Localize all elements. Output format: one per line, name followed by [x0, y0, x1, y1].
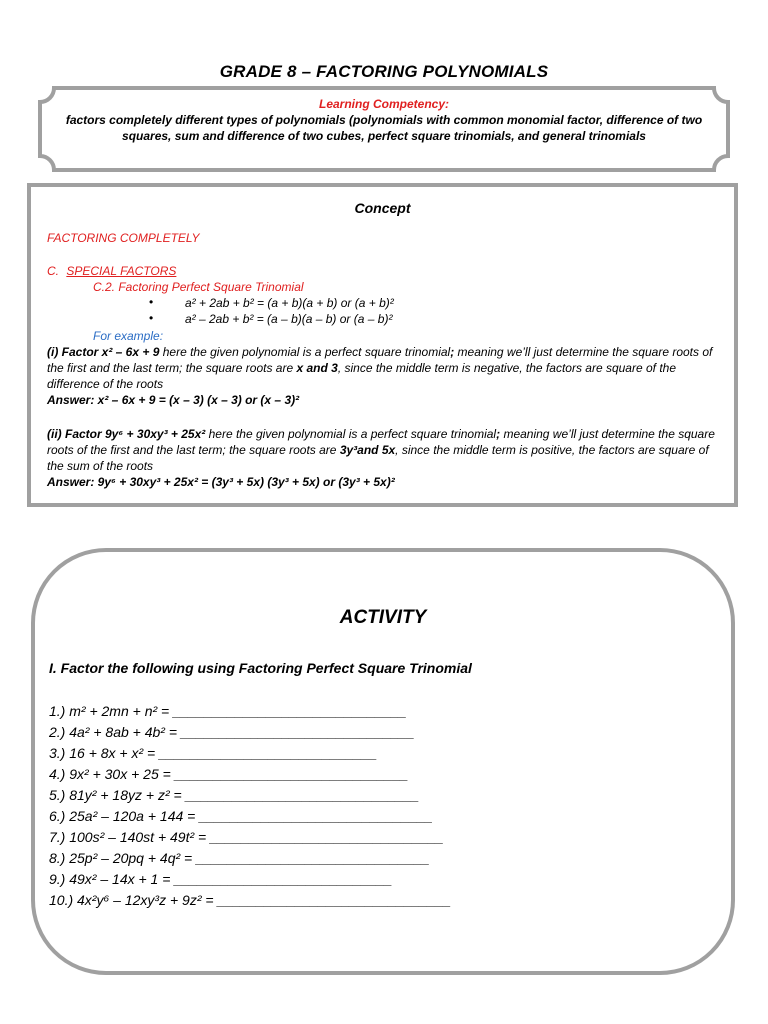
example-1-part1: here the given polynomial is a perfect square trinomial [159, 345, 451, 359]
activity-item-6[interactable]: 6.) 25a² – 120a + 144 = ______________________________ [49, 808, 433, 824]
activity-item-7[interactable]: 7.) 100s² – 140st + 49t² = ______________________________ [49, 829, 444, 845]
concept-heading: FACTORING COMPLETELY [47, 231, 200, 245]
concept-title: Concept [354, 200, 411, 216]
bullet-icon: • [149, 295, 154, 309]
example-2-lead: (ii) Factor 9y⁶ + 30xy³ + 25x² [47, 427, 206, 441]
activity-item-5[interactable]: 5.) 81y² + 18yz + z² = ______________________________ [49, 787, 420, 803]
section-prefix: C. [47, 264, 59, 278]
example-1-semicolon: ; [450, 345, 455, 359]
example-1-roots: x and 3 [296, 361, 338, 375]
section-title [47, 263, 176, 279]
activity-item-3[interactable]: 3.) 16 + 8x + x² = ____________________________ [49, 745, 378, 761]
competency-text: factors completely different types of polynomials (polynomials with common monomial factor, difference of two squares, sum and difference of two cubes, perfect square trinomials, and general trinomials [65, 113, 703, 143]
competency-label: Learning Competency: [318, 97, 450, 111]
example-2-semicolon: ; [496, 427, 501, 441]
example-2-part1: here the given polynomial is a perfect square trinomial [205, 427, 497, 441]
example-label: For example: [93, 329, 164, 343]
learning-competency [52, 96, 716, 144]
activity-title: ACTIVITY [339, 607, 427, 628]
activity-item-10[interactable]: 10.) 4x²y⁶ – 12xy³z + 9z² = ______________________________ [49, 892, 452, 908]
activity-item-4[interactable]: 4.) 9x² + 30x + 25 = ______________________________ [49, 766, 409, 782]
example-1-part3: , since the middle term is negative, the factors are square of the difference of the roots [47, 361, 677, 391]
bullet-icon: • [149, 311, 154, 325]
activity-box [31, 548, 735, 975]
example-1-text [47, 344, 723, 392]
subsection-title: C.2. Factoring Perfect Square Trinomial [93, 280, 304, 294]
formula-sum: a² + 2ab + b² = (a + b)(a + b) or (a + b)² [185, 296, 394, 310]
example-2-answer: Answer: 9y⁶ + 30xy³ + 25x² = (3y³ + 5x) (3y³ + 5x) or (3y³ + 5x)² [47, 475, 395, 489]
concept-box [27, 183, 738, 507]
activity-instruction: I. Factor the following using Factoring Perfect Square Trinomial [49, 660, 472, 676]
activity-item-9[interactable]: 9.) 49x² – 14x + 1 = ____________________________ [49, 871, 393, 887]
section-name: SPECIAL FACTORS [66, 264, 177, 278]
example-1-part2: meaning we’ll just determine the square roots of the first and the last term; the square roots are [47, 345, 713, 375]
activity-item-1[interactable]: 1.) m² + 2mn + n² = ______________________________ [49, 703, 407, 719]
example-2-text [47, 426, 723, 474]
example-2-part2: meaning we’ll just determine the square roots of the first and the last term; the square roots are [47, 427, 715, 457]
example-1-lead: (i) Factor x² – 6x + 9 [47, 345, 160, 359]
example-1-answer: Answer: x² – 6x + 9 = (x – 3) (x – 3) or (x – 3)² [47, 393, 300, 407]
example-2-part3: , since the middle term is positive, the factors are square of the sum of the roots [47, 443, 709, 473]
page-title: GRADE 8 – FACTORING POLYNOMIALS [219, 62, 549, 81]
activity-item-2[interactable]: 2.) 4a² + 8ab + 4b² = ______________________________ [49, 724, 415, 740]
activity-item-8[interactable]: 8.) 25p² – 20pq + 4q² = ______________________________ [49, 850, 430, 866]
formula-difference: a² – 2ab + b² = (a – b)(a – b) or (a – b)² [185, 312, 393, 326]
example-2-roots: 3y³and 5x [339, 443, 396, 457]
